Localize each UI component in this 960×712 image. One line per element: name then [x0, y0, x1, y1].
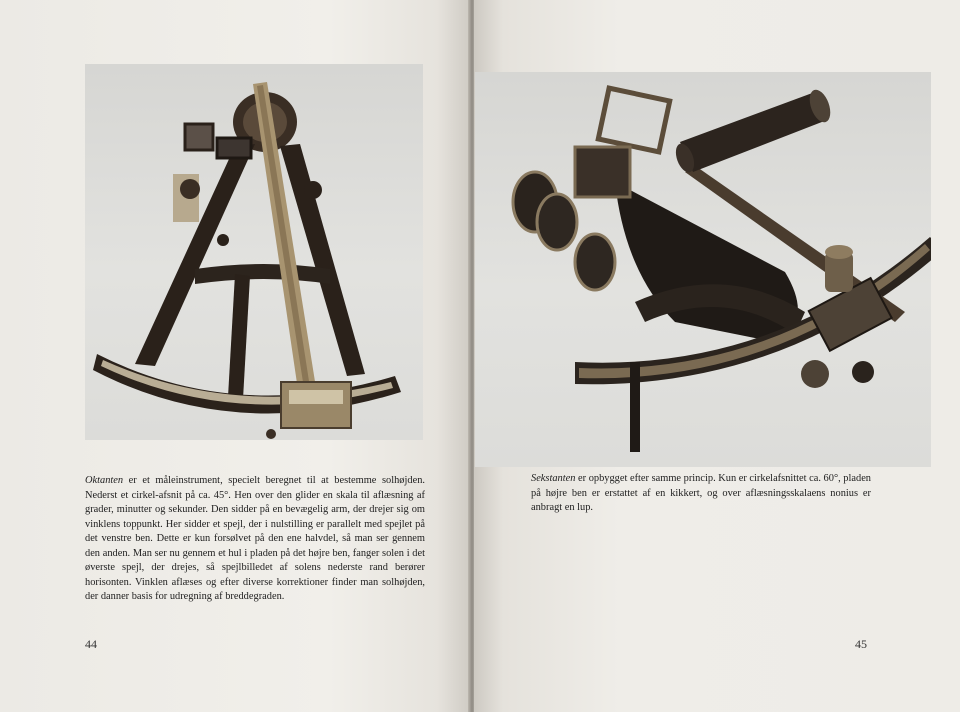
sextant-illustration: [475, 72, 931, 467]
sextant-caption-lead: Sekstanten: [531, 473, 576, 484]
octant-caption-text: er et måleinstrument, specielt beregnet til at bestemme solhøjden. Nederst et cirkel-afsnit på ca. 45°. Hen over den glider en skala til aflæsning af grader, minutter og sekunder. Den sidder på en bevægelig arm, der drejer sig om vinklens toppunkt. Her sidder et spejl, der i nulstilling er parallelt med spejlet på det venstre ben. Dette er kun forsølvet på den ene halvdel, så man ser gennem den anden. Man ser nu gennem et hul i pladen på det højre ben, fanger solen i det øverste spejl, der drejes, så spejlbilledet af solens nederste rand berører horisonten. Vinklen aflæses og efter diverse korrektioner finder man solhøjden, der danner basis for udregning af breddegraden.: [85, 475, 425, 602]
sextant-photo: [475, 72, 931, 467]
left-page-number: 44: [85, 637, 97, 651]
octant-illustration: [85, 64, 423, 440]
octant-photo: [85, 64, 423, 440]
left-page: [0, 0, 470, 712]
right-page-number: 45: [855, 637, 867, 651]
sextant-caption: [531, 472, 871, 516]
octant-caption-lead: Oktanten: [85, 475, 124, 486]
octant-caption: [85, 474, 425, 605]
right-page: [474, 0, 960, 712]
sextant-caption-text: er opbygget efter samme princip. Kun er cirkelafsnittet ca. 60°, pladen på højre ben er erstattet af en kikkert, og over aflæsningsskalaens nonius er anbragt en lup.: [531, 473, 871, 513]
